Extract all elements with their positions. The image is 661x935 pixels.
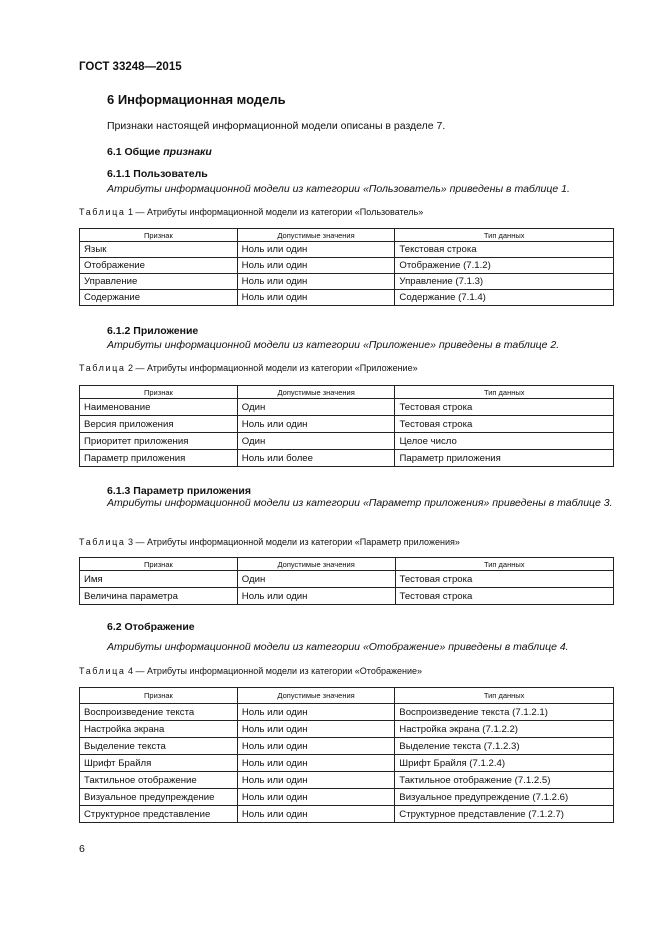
table-row [80,433,614,450]
table-row [80,258,614,274]
table-cell: Управление [80,274,238,290]
table-row [80,789,614,806]
table-cell: Содержание [80,290,238,306]
table-cell: Тестовая строка [395,588,614,605]
table-cell: Ноль или более [237,450,395,467]
table-cell: Воспроизведение текста [80,704,238,721]
table-row [80,242,614,258]
table-cell: Отображение (7.1.2) [395,258,614,274]
subsection-6-1-2-text: Атрибуты информационной модели из категории «Приложение» приведены в таблице 2. [107,339,560,351]
page-number: 6 [79,843,85,855]
table-cell: Шрифт Брайля (7.1.2.4) [395,755,614,772]
table-cell: Целое число [395,433,614,450]
table-cell: Выделение текста (7.1.2.3) [395,738,614,755]
table-cell: Настройка экрана (7.1.2.2) [395,721,614,738]
section-title: 6 Информационная модель [107,92,286,107]
table-cell: Имя [80,571,238,588]
table-header-cell: Признак [80,386,238,399]
table-4 [79,687,614,823]
table-cell: Отображение [80,258,238,274]
table-row [80,806,614,823]
table-cell: Ноль или один [237,772,394,789]
table-2-caption: Таблица 2 — Атрибуты информационной модели из категории «Приложение» [79,363,418,373]
table-1-caption: Таблица 1 — Атрибуты информационной модели из категории «Пользователь» [79,207,424,217]
table-row [80,772,614,789]
table-cell: Управление (7.1.3) [395,274,614,290]
table-header-cell: Допустимые значения [237,229,395,242]
table-header-cell: Допустимые значения [237,386,395,399]
table-header-cell: Признак [80,688,238,704]
table-cell: Один [237,399,395,416]
table-row [80,588,614,605]
table-cell: Ноль или один [237,290,395,306]
table-cell: Ноль или один [237,704,394,721]
table-row [80,274,614,290]
table-cell: Ноль или один [237,806,394,823]
subsection-6-1-title: 6.1 Общие признаки [107,146,212,158]
subsection-6-2-title: 6.2 Отображение [107,621,195,633]
subsection-6-1-1-title: 6.1.1 Пользователь [107,168,208,180]
table-row [80,290,614,306]
table-row [80,416,614,433]
table-cell: Ноль или один [237,789,394,806]
table-cell: Параметр приложения [395,450,614,467]
subsection-6-1-3-title: 6.1.3 Параметр приложения [107,485,251,497]
table-row [80,704,614,721]
table-2 [79,385,614,467]
table-3 [79,557,614,605]
subsection-6-1-1-text: Атрибуты информационной модели из категории «Пользователь» приведены в таблице 1. [107,183,570,195]
table-cell: Язык [80,242,238,258]
table-header-cell: Тип данных [395,558,614,571]
table-cell: Текстовая строка [395,242,614,258]
table-header-cell: Тип данных [395,386,614,399]
subsection-6-2-text: Атрибуты информационной модели из категории «Отображение» приведены в таблице 4. [107,641,569,653]
table-cell: Ноль или один [237,721,394,738]
table-3-caption: Таблица 3 — Атрибуты информационной модели из категории «Параметр приложения» [79,537,460,547]
table-cell: Один [237,433,395,450]
table-header-cell: Допустимые значения [237,688,394,704]
table-header-cell: Допустимые значения [237,558,395,571]
table-cell: Ноль или один [237,274,395,290]
table-cell: Ноль или один [237,738,394,755]
table-cell: Приоритет приложения [80,433,238,450]
table-cell: Визуальное предупреждение (7.1.2.6) [395,789,614,806]
table-cell: Структурное представление (7.1.2.7) [395,806,614,823]
table-cell: Настройка экрана [80,721,238,738]
table-cell: Тестовая строка [395,399,614,416]
table-cell: Ноль или один [237,258,395,274]
section-intro: Признаки настоящей информационной модели описаны в разделе 7. [107,120,446,132]
table-cell: Структурное представление [80,806,238,823]
table-cell: Ноль или один [237,242,395,258]
table-cell: Ноль или один [237,588,395,605]
table-header-cell: Признак [80,558,238,571]
standard-code: ГОСТ 33248—2015 [79,61,182,73]
table-row [80,450,614,467]
table-row [80,571,614,588]
table-cell: Визуальное предупреждение [80,789,238,806]
table-cell: Тактильное отображение (7.1.2.5) [395,772,614,789]
table-cell: Воспроизведение текста (7.1.2.1) [395,704,614,721]
table-row [80,738,614,755]
table-cell: Тестовая строка [395,571,614,588]
table-row [80,399,614,416]
table-cell: Шрифт Брайля [80,755,238,772]
table-1 [79,228,614,306]
table-cell: Параметр приложения [80,450,238,467]
subsection-6-1-2-title: 6.1.2 Приложение [107,325,199,337]
table-cell: Ноль или один [237,416,395,433]
subsection-6-1-3-text: Атрибуты информационной модели из категории «Параметр приложения» приведены в таблице 3. [107,497,613,509]
table-cell: Величина параметра [80,588,238,605]
table-header-cell: Тип данных [395,229,614,242]
table-header-cell: Признак [80,229,238,242]
table-cell: Тестовая строка [395,416,614,433]
table-cell: Выделение текста [80,738,238,755]
table-row [80,721,614,738]
table-cell: Ноль или один [237,755,394,772]
table-4-caption: Таблица 4 — Атрибуты информационной модели из категории «Отображение» [79,666,423,676]
table-cell: Тактильное отображение [80,772,238,789]
table-row [80,755,614,772]
table-header-cell: Тип данных [395,688,614,704]
table-cell: Содержание (7.1.4) [395,290,614,306]
table-cell: Один [237,571,395,588]
table-cell: Версия приложения [80,416,238,433]
table-cell: Наименование [80,399,238,416]
